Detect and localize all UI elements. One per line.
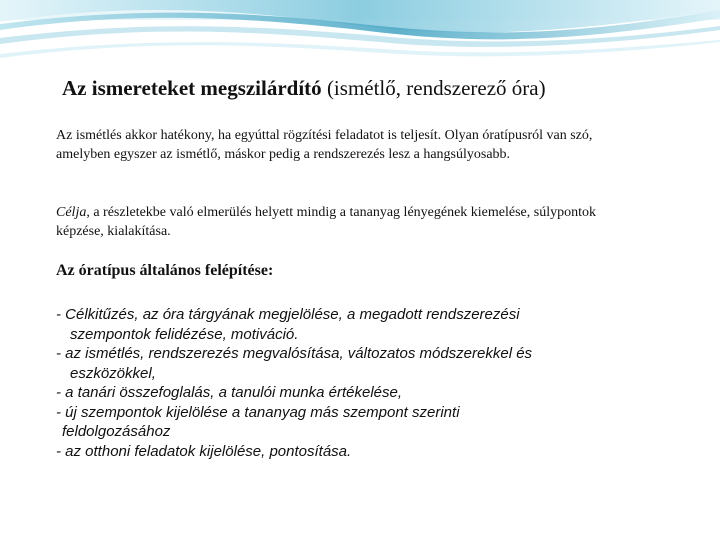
list-item: - Célkitűzés, az óra tárgyának megjelölése, a megadott rendszerezési: [56, 306, 520, 323]
slide-title-bold: Az ismereteket megszilárdító: [62, 76, 322, 100]
goal-text: , a részletekbe való elmerülés helyett mindig a tananyag lényegének kiemelése, súlypontok képzése, kialakítása.: [56, 205, 596, 239]
structure-heading: Az óratípus általános felépítése:: [56, 262, 274, 279]
list-item-continuation: feldolgozásához: [62, 423, 171, 440]
header-wave-decoration: [0, 0, 720, 80]
list-item-continuation: szempontok felidézése, motiváció.: [70, 325, 299, 343]
goal-paragraph: [56, 203, 616, 241]
list-item: - az otthoni feladatok kijelölése, pontosítása.: [56, 442, 352, 460]
list-item: - új szempontok kijelölése a tananyag más szempont szerinti: [56, 403, 460, 421]
slide-title-rest: (ismétlő, rendszerező óra): [321, 76, 546, 100]
goal-label: Célja: [56, 205, 87, 220]
list-item: - a tanári összefoglalás, a tanulói munka értékelése,: [56, 384, 403, 401]
list-item: - az ismétlés, rendszerezés megvalósítása, változatos módszerekkel és: [56, 345, 533, 362]
list-item-continuation: eszközökkel,: [70, 364, 156, 382]
intro-paragraph: Az ismétlés akkor hatékony, ha egyúttal rögzítési feladatot is teljesít. Olyan óratípusról van szó, amelyben egyszer az ismétlő, máskor pedig a rendszerezés lesz a hangsúlyosabb.: [56, 128, 593, 162]
structure-list: [56, 305, 676, 461]
slide-title: [62, 76, 546, 101]
